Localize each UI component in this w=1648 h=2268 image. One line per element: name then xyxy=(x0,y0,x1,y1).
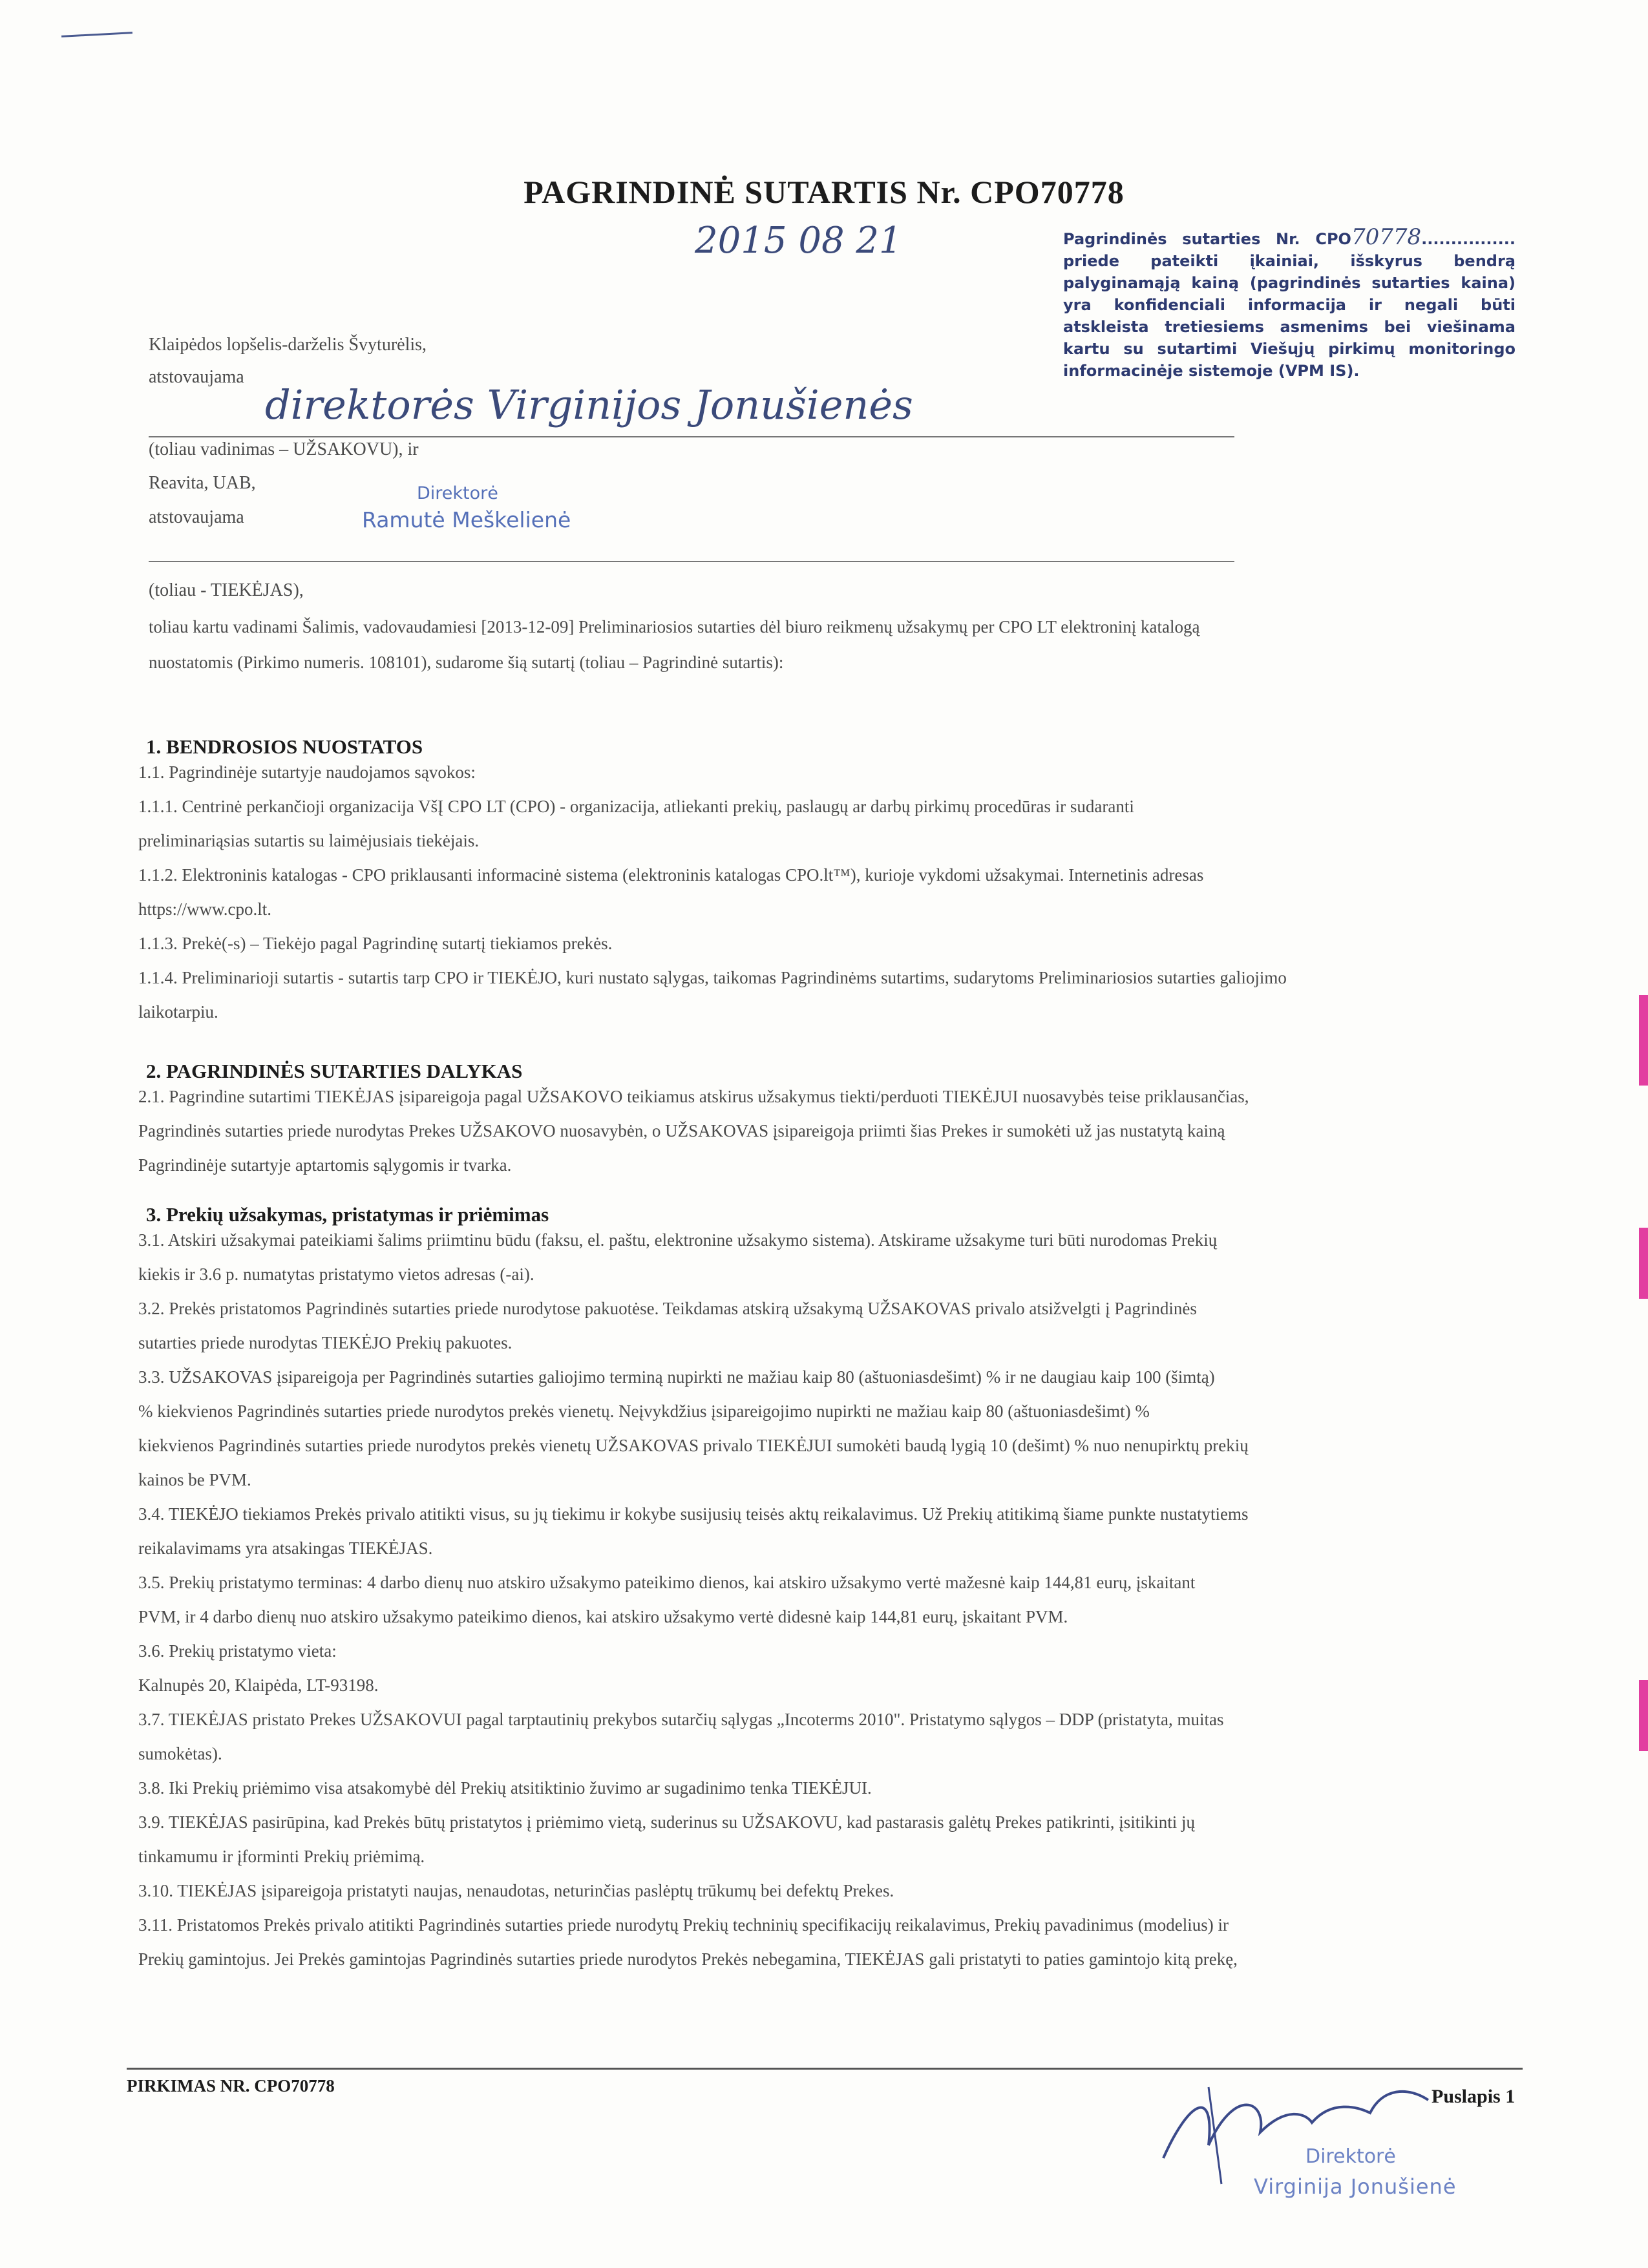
section-heading: 2. PAGRINDINĖS SUTARTIES DALYKAS xyxy=(146,1060,523,1082)
page-number: Puslapis 1 xyxy=(1431,2086,1516,2107)
section-line: 3.8. Iki Prekių priėmimo visa atsakomybė dėl Prekių atsitiktinio žuvimo ar sugadinimo tenka TIEKĖJUI. xyxy=(138,1778,872,1798)
supplier-stamp-title: Direktorė xyxy=(417,483,498,503)
section-line: Prekių gamintojus. Jei Prekės gamintojas Pagrindinės sutarties priede nurodytos Prekės nebegamina, TIEKĖJAS gali pristatyti to paties gamintojo kitą prekę, xyxy=(138,1949,1238,1969)
section-line: 3.4. TIEKĖJO tiekiamos Prekės privalo atitikti visus, su jų tiekimu ir kokybe susijusių teisės aktų reikalavimus. Už Prekių atitikimą šiame punkte nustatytiems xyxy=(138,1504,1249,1524)
section-line: Pagrindinės sutarties priede nurodytas Prekes UŽSAKOVO nuosavybėn, o UŽSAKOVAS įsipareigoja priimti šias Prekes ir sumokėti už jas nustatytą kainą xyxy=(138,1121,1225,1140)
section-heading: 3. Prekių užsakymas, pristatymas ir priėmimas xyxy=(146,1203,549,1226)
footer-stamp-title: Direktorė xyxy=(1305,2145,1396,2168)
section-line: 1.1.1. Centrinė perkančioji organizacija VšĮ CPO LT (CPO) - organizacija, atliekanti prekių, paslaugų ar darbų pirkimų procedūras ir sudaranti xyxy=(138,797,1134,816)
section-line: laikotarpiu. xyxy=(138,1002,218,1022)
section-line: preliminariąsias sutartis su laimėjusiais tiekėjais. xyxy=(138,831,480,850)
confidentiality-note xyxy=(1063,226,1516,382)
note-text: ................ priede pateikti įkainiai, išskyrus bendrą palyginamąją kainą (pagrindinės sutarties kaina) yra konfidenciali informacija ir negali būti atskleista tretiesiems asmenims bei viešinama kartu su sutartimi Viešųjų pirkimų monitoringo informacinėje sistemoje (VPM IS). xyxy=(1063,230,1516,380)
intro-line-2: nuostatomis (Pirkimo numeris. 108101), sudarome šią sutartį (toliau – Pagrindinė sutartis): xyxy=(149,653,784,672)
customer-representative-handwritten: direktorės Virginijos Jonušienės xyxy=(265,381,913,428)
section-line: 3.6. Prekių pristatymo vieta: xyxy=(138,1641,337,1661)
handwritten-contract-number: 70778 xyxy=(1351,224,1422,250)
section-line: 3.2. Prekės pristatomos Pagrindinės sutarties priede nurodytose pakuotėse. Teikdamas atskirą užsakymą UŽSAKOVAS privalo atsižvelgti į Pagrindinės xyxy=(138,1299,1197,1318)
scan-edge-mark xyxy=(1639,995,1648,1086)
document-title: PAGRINDINĖ SUTARTIS Nr. CPO70778 xyxy=(523,174,1125,210)
section-line: kainos be PVM. xyxy=(138,1470,251,1489)
section-line: 3.9. TIEKĖJAS pasirūpina, kad Prekės būtų pristatytos į priėmimo vietą, suderinus su UŽSAKOVU, kad pastarasis galėtų Prekes patikrinti, įsitikinti jų xyxy=(138,1812,1196,1832)
supplier-stamp-name: Ramutė Meškelienė xyxy=(362,507,571,532)
section-line: 1.1.2. Elektroninis katalogas - CPO priklausanti informacinė sistema (elektroninis katalogas CPO.lt™), kurioje vykdomi užsakymai. Internetinis adresas xyxy=(138,865,1204,885)
supplier-role: (toliau - TIEKĖJAS), xyxy=(149,580,304,600)
signature-line-2 xyxy=(149,561,1234,562)
section-line: 3.1. Atskiri užsakymai pateikiami šalims priimtinu būdu (faksu, el. paštu, elektronine užsakymo sistema). Atskirame užsakyme turi būti nurodomas Prekių xyxy=(138,1230,1218,1250)
section-line: reikalavimams yra atsakingas TIEKĖJAS. xyxy=(138,1538,433,1558)
intro-line-1: toliau kartu vadinami Šalimis, vadovaudamiesi [2013-12-09] Preliminariosios sutarties dėl biuro reikmenų užsakymų per CPO LT elektroninį katalogą xyxy=(149,617,1200,636)
section-line: % kiekvienos Pagrindinės sutarties priede nurodytos prekės vienetų. Neįvykdžius įsipareigojimo nupirkti ne mažiau kaip 80 (aštuoniasdešimt) % xyxy=(138,1402,1150,1421)
section-heading: 1. BENDROSIOS NUOSTATOS xyxy=(146,735,423,758)
supplier-org: Reavita, UAB, xyxy=(149,473,256,493)
section-line: PVM, ir 4 darbo dienų nuo atskiro užsakymo pateikimo dienos, kai atskiro užsakymo vertė didesnė kaip 144,81 eurų, įskaitant PVM. xyxy=(138,1607,1068,1626)
section-line: 3.10. TIEKĖJAS įsipareigoja pristatyti naujas, nenaudotas, neturinčias paslėptų trūkumų bei defektų Prekes. xyxy=(138,1881,894,1900)
scan-edge-mark xyxy=(1639,1228,1648,1299)
customer-role: (toliau vadinimas – UŽSAKOVU), ir xyxy=(149,439,419,459)
section-line: 1.1.3. Prekė(-s) – Tiekėjo pagal Pagrindinę sutartį tiekiamos prekės. xyxy=(138,934,613,953)
section-line: sutarties priede nurodytas TIEKĖJO Prekių pakuotes. xyxy=(138,1333,512,1352)
customer-represented-label: atstovaujama xyxy=(149,367,244,387)
section-line: 3.5. Prekių pristatymo terminas: 4 darbo dienų nuo atskiro užsakymo pateikimo dienos, kai atskiro užsakymo vertė mažesnė kaip 144,81 eurų, įskaitant xyxy=(138,1573,1196,1592)
signature-line-1 xyxy=(149,436,1234,437)
section-line: https://www.cpo.lt. xyxy=(138,899,271,919)
section-line: kiekvienos Pagrindinės sutarties priede nurodytos prekės vienetų UŽSAKOVAS privalo TIEKĖJUI sumokėti baudą lygią 10 (dešimt) % nuo nenupirktų prekių xyxy=(138,1436,1249,1455)
section-line: 2.1. Pagrindine sutartimi TIEKĖJAS įsipareigoja pagal UŽSAKOVO teikiamus atskirus užsakymus tiekti/perduoti TIEKĖJUI nuosavybės teise priklausančias, xyxy=(138,1087,1249,1106)
handwritten-signature-icon xyxy=(1137,2061,1448,2190)
section-line: 3.3. UŽSAKOVAS įsipareigoja per Pagrindinės sutarties galiojimo terminą nupirkti ne mažiau kaip 80 (aštuoniasdešimt) % ir ne daugiau kaip 100 (šimtą) xyxy=(138,1367,1215,1387)
scan-mark xyxy=(61,32,132,37)
supplier-represented-label: atstovaujama xyxy=(149,507,244,527)
section-line: 3.7. TIEKĖJAS pristato Prekes UŽSAKOVUI pagal tarptautinių prekybos sutarčių sąlygas „Incoterms 2010". Pristatymo sąlygos – DDP (pristatyta, muitas xyxy=(138,1710,1224,1729)
section-line: sumokėtas). xyxy=(138,1744,222,1763)
note-prefix: Pagrindinės sutarties Nr. CPO xyxy=(1063,230,1351,248)
section-line: 1.1. Pagrindinėje sutartyje naudojamos sąvokos: xyxy=(138,762,476,782)
section-line: kiekis ir 3.6 p. numatytas pristatymo vietos adresas (-ai). xyxy=(138,1265,534,1284)
customer-org: Klaipėdos lopšelis-darželis Švyturėlis, xyxy=(149,335,427,355)
handwritten-date: 2015 08 21 xyxy=(695,220,902,262)
footer-stamp-name: Virginija Jonušienė xyxy=(1254,2174,1457,2199)
section-line: Pagrindinėje sutartyje aptartomis sąlygomis ir tvarka. xyxy=(138,1155,512,1175)
section-line: Kalnupės 20, Klaipėda, LT-93198. xyxy=(138,1675,379,1695)
section-line: 1.1.4. Preliminarioji sutartis - sutartis tarp CPO ir TIEKĖJO, kuri nustato sąlygas, taikomas Pagrindinėms sutartims, sudarytoms Preliminariosios sutarties galiojimo xyxy=(138,968,1287,987)
footer-purchase-number: PIRKIMAS NR. CPO70778 xyxy=(127,2076,335,2095)
section-line: tinkamumu ir įforminti Prekių priėmimą. xyxy=(138,1847,425,1866)
scan-edge-mark xyxy=(1639,1680,1648,1751)
section-line: 3.11. Pristatomos Prekės privalo atitikti Pagrindinės sutarties priede nurodytų Prekių techninių specifikacijų reikalavimus, Prekių pavadinimus (modelius) ir xyxy=(138,1915,1229,1935)
